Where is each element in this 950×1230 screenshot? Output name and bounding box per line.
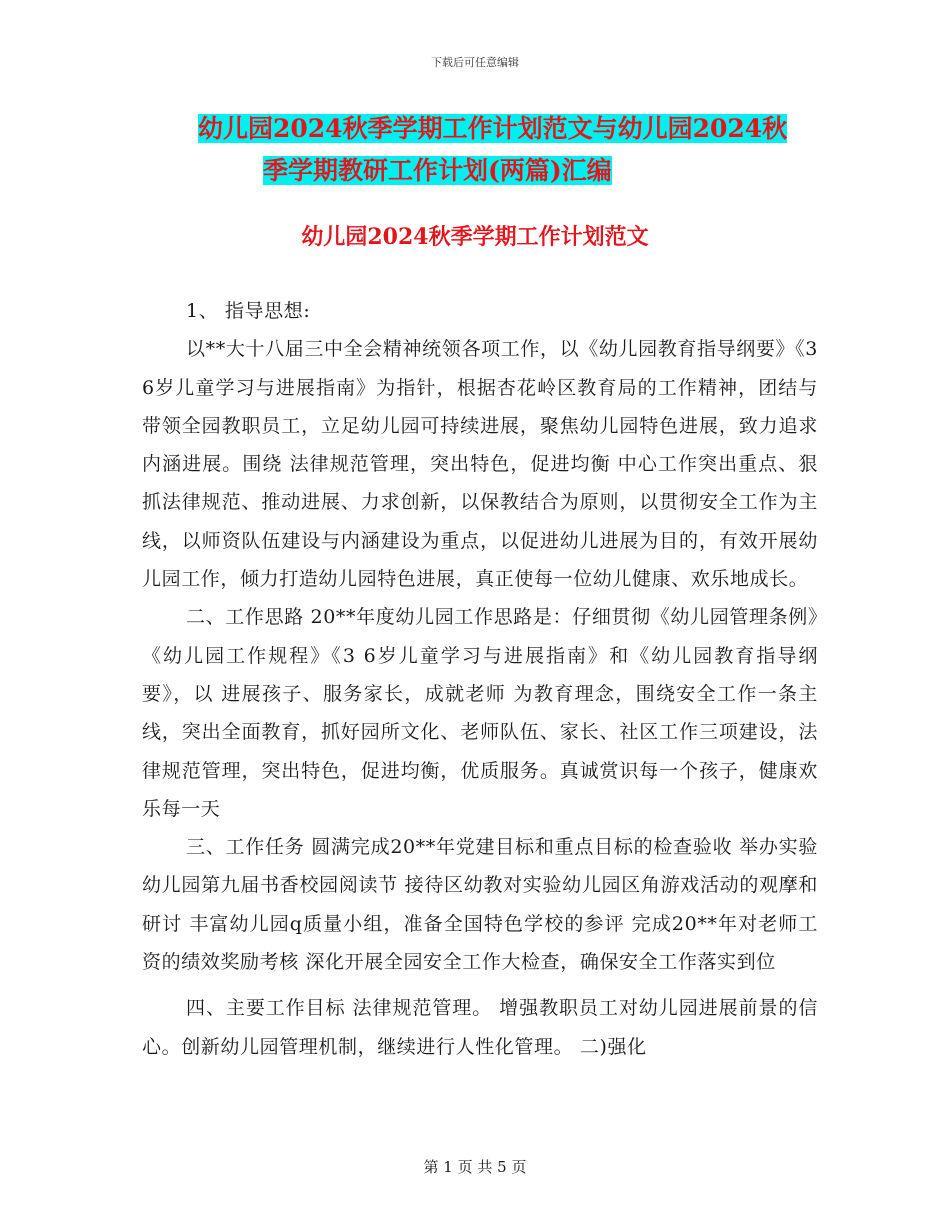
- paragraph-guiding-heading: 1、 指导思想:: [186, 300, 311, 322]
- document-title: [140, 108, 820, 192]
- title-line-2: 季学期教研工作计划(两篇)汇编: [263, 156, 612, 185]
- paragraph-work-approach: 二、工作思路 20**年度幼儿园工作思路是：仔细贯彻《幼儿园管理条例》《幼儿园工作规程》《3 6岁儿童学习与进展指南》和《幼儿园教育指导纲要》，以 进展孩子、服务家长，成就老师 为教育理念，围绕安全工作一条主线，突出全面教育，抓好园所文化、老师队伍、家长、社区工作三项建设，法律规范管理，突出特色，促进均衡，优质服务。真诚赏识每一个孩子，健康欢乐每一天: [142, 606, 818, 820]
- section-title: 幼儿园2024秋季学期工作计划范文: [301, 224, 649, 250]
- paragraph-main-goals: 四、主要工作目标 法律规范管理。 增强教职员工对幼儿园进展前景的信心。创新幼儿园管理机制，继续进行人性化管理。 二)强化: [142, 997, 818, 1058]
- paragraph-guiding-thought: 以**大十八届三中全会精神统领各项工作，以《幼儿园教育指导纲要》《3 6岁儿童学习与进展指南》为指针，根据杏花岭区教育局的工作精神，团结与带领全园教职员工，立足幼儿园可持续进展，聚焦幼儿园特色进展，致力追求内涵进展。围绕 法律规范管理，突出特色，促进均衡 中心工作突出重点、狠抓法律规范、推动进展、力求创新，以保教结合为原则，以贯彻安全工作为主线，以师资队伍建设与内涵建设为重点，以促进幼儿进展为目的，有效开展幼儿园工作，倾力打造幼儿园特色进展，真正使每一位幼儿健康、欢乐地成长。: [142, 338, 818, 591]
- header-note: 下载后可任意编辑: [431, 56, 519, 69]
- paragraph-work-tasks: 三、工作任务 圆满完成20**年党建目标和重点目标的检查验收 举办实验幼儿园第九届书香校园阅读节 接待区幼教对实验幼儿园区角游戏活动的观摩和研讨 丰富幼儿园q质量小组，准备全国特色学校的参评 完成20**年对老师工资的绩效奖励考核 深化开展全园安全工作大检查，确保安全工作落实到位: [142, 836, 818, 974]
- page-footer: 第 1 页 共 5 页: [423, 1158, 527, 1176]
- title-line-1: 幼儿园2024秋季学期工作计划范文与幼儿园2024秋: [198, 114, 788, 143]
- document-body: [142, 292, 818, 1066]
